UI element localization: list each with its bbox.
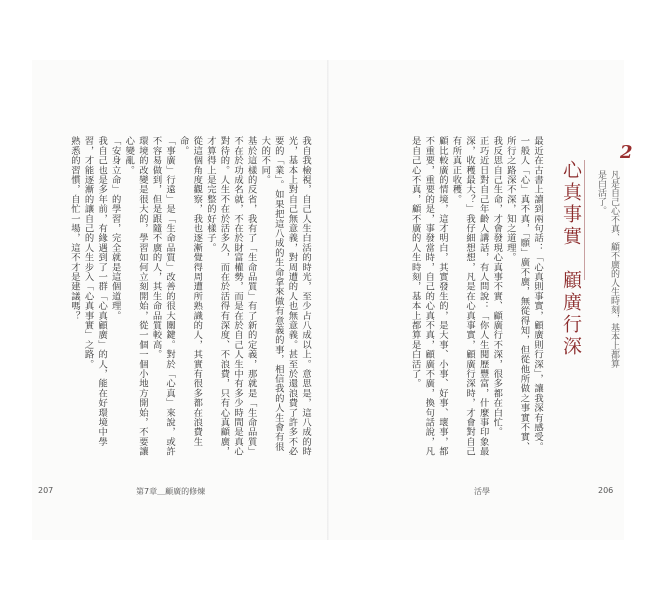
book-spread xyxy=(32,60,633,540)
left-page xyxy=(32,60,328,540)
left-running-head: 第7章＿顧廣的修煉 xyxy=(136,487,206,496)
chapter-subtitle: 凡是自己心不真、顧不廣的人生時刻，基本上都算是白活了。 xyxy=(596,170,619,368)
right-page xyxy=(328,60,633,540)
left-page-number: 207 xyxy=(38,486,54,495)
chapter-title: 心真事實 顧廣行深 xyxy=(560,160,582,358)
left-page-body-text: 我自我檢視，自己人生白活的時光，至少占八成以上。意思是，這八成的時光，基本上對自己無意義，對周遭的人也無意義。甚至於還浪費了許多不必要的「業」。如果把這八成的生命拿來做有意義的事，相信我的人生會有很大的不同。 基於這樣的反省，我有了「生命品質」有了新的定義，那就是「生命品質」不在於功成名就，不在於財富權勢，而是在於自己人生中有多少時間是真心對待的。人生不在於活多久，而在於活得有深度、不浪費，只有心真顧廣，才算得上是完整的好樣子。 從這個角度觀察，我也逐漸覺得周遭所熟識的人，其實有很多都在浪費生命。 「事廣」行遠」是「生命品質」改善的很大關鍵。對於「心真」來說，或許不容易做到，但是跟隨不廣的人，其生命品質較高。 環境的改變是很大的，學習如何立刻開始，從一個一個小地方開始，不要讓心變亂。 「安身立命」的學習，完全就是這個道理。 我自己也是多年前，有緣遇到了一群「心真顧廣」的人，能在好環境中學習，才能逐漸的讓自己的人生步入「心真事實」之路。 熟悉的習慣，自忙一場，這不才是建議嗎？ xyxy=(68,136,311,457)
right-page-body-text: 最近在古書上讀到兩句話：「心真則事實，顧廣則行深」，讓我深有感受。 一般人「心」真不真，「願」廣不廣，無從得知，但從他所做之事實不實、所行之路深不深，知之道理。 我反思自己生命，才會發現心真事不實、顧廣行不深，很多都在白忙。 正巧近日對自己年齡人講話，有人問說：「你人生閱歷豐富，什麼事印象最深，收穫最大？」我仔細想想，凡是在心真事實，顧廣行深時，才會對自己有所真正收穫。 顧比較廣的情境，這才明白，其實發生的，是大事、小事、好事、壞事，都不重要，重要的是，事發當時，自己的心真不真，顧廣不廣，換句話說，凡是自己心不真，顧不廣的人生時刻，基本上都算是白活了。 xyxy=(409,136,543,457)
right-page-number: 206 xyxy=(598,486,614,495)
right-running-head: 活學 xyxy=(474,487,490,496)
chapter-number: 2 xyxy=(620,142,633,163)
chapter-divider-rule xyxy=(584,160,585,280)
